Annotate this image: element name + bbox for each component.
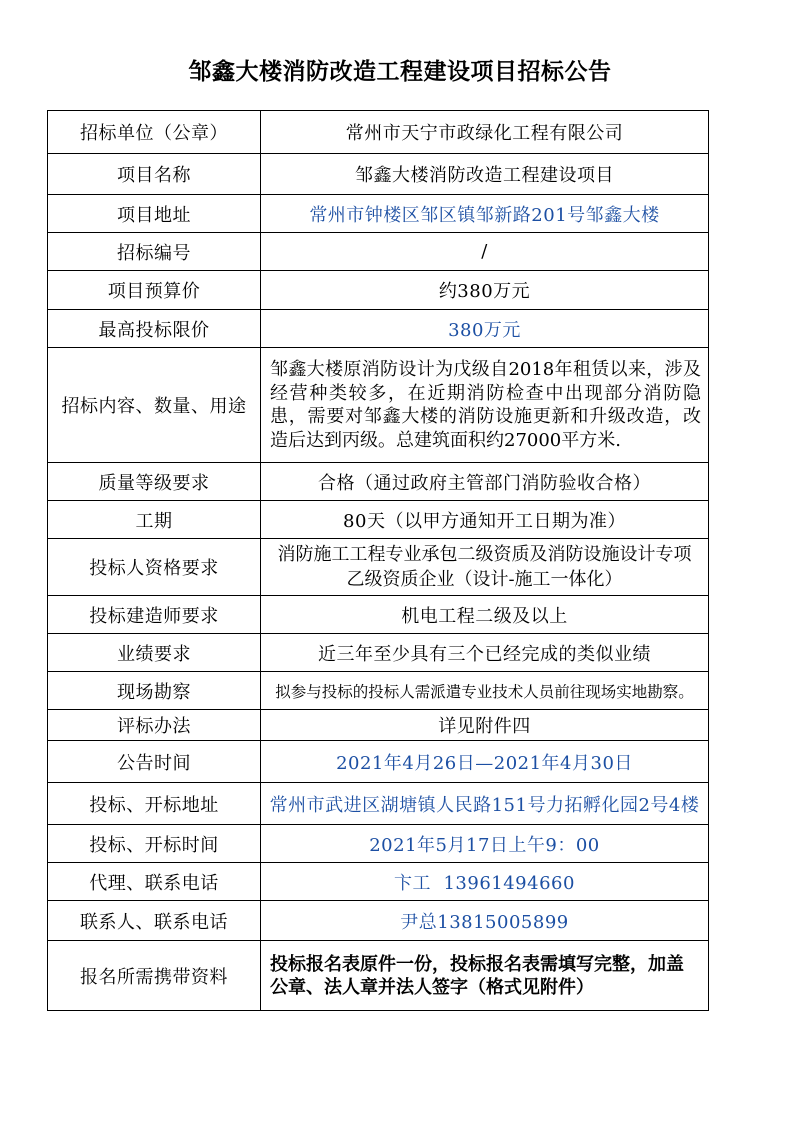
field-value: 卞工 13961494660 [261, 863, 709, 901]
field-label: 质量等级要求 [48, 463, 261, 501]
table-row-performance [48, 634, 709, 672]
field-value: 详见附件四 [261, 710, 709, 741]
table-row-bid-opening-address [48, 783, 709, 825]
table-row-tender-number [48, 233, 709, 271]
field-label: 联系人、联系电话 [48, 901, 261, 941]
table-row-project-name [48, 154, 709, 195]
table-row-contact-person [48, 901, 709, 941]
table-row-constructor [48, 596, 709, 634]
field-value: 消防施工工程专业承包二级资质及消防设施设计专项乙级资质企业（设计-施工一体化） [261, 539, 709, 596]
table-row-required-documents [48, 941, 709, 1011]
table-row-max-bid-price [48, 310, 709, 348]
table-row-tenderer [48, 111, 709, 154]
field-value: 机电工程二级及以上 [261, 596, 709, 634]
field-label: 投标、开标地址 [48, 783, 261, 825]
field-label: 现场勘察 [48, 672, 261, 710]
page-title: 邹鑫大楼消防改造工程建设项目招标公告 [188, 59, 612, 85]
table-row-budget [48, 271, 709, 310]
table-row-evaluation [48, 710, 709, 741]
field-label: 招标内容、数量、用途 [48, 348, 261, 463]
field-label: 招标编号 [48, 233, 261, 271]
field-label: 公告时间 [48, 741, 261, 783]
field-label: 项目预算价 [48, 271, 261, 310]
field-label: 投标建造师要求 [48, 596, 261, 634]
field-value: 投标报名表原件一份，投标报名表需填写完整，加盖公章、法人章并法人签字（格式见附件） [261, 941, 709, 1011]
table-row-duration [48, 501, 709, 539]
field-label: 招标单位（公章） [48, 111, 261, 154]
field-label: 项目名称 [48, 154, 261, 195]
field-value: 约380万元 [261, 271, 709, 310]
field-label: 投标人资格要求 [48, 539, 261, 596]
field-value: 380万元 [261, 310, 709, 348]
field-value: 拟参与投标的投标人需派遣专业技术人员前往现场实地勘察。 [261, 672, 709, 710]
field-value: 合格（通过政府主管部门消防验收合格） [261, 463, 709, 501]
field-label: 最高投标限价 [48, 310, 261, 348]
field-value: 邹鑫大楼原消防设计为戊级自2018年租赁以来，涉及经营种类较多，在近期消防检查中出现部分消防隐患，需要对邹鑫大楼的消防设施更新和升级改造，改造后达到丙级。总建筑面积约27000平方米. [261, 348, 709, 463]
tender-notice-table [47, 110, 709, 1011]
table-row-scope [48, 348, 709, 463]
field-label: 投标、开标时间 [48, 825, 261, 863]
table-row-bidder-qualification [48, 539, 709, 596]
field-value: 2021年4月26日—2021年4月30日 [261, 741, 709, 783]
table-row-agent-contact [48, 863, 709, 901]
table-row-site-survey [48, 672, 709, 710]
field-value: 常州市武进区湖塘镇人民路151号力拓孵化园2号4楼 [261, 783, 709, 825]
field-value: / [261, 233, 709, 271]
field-label: 工期 [48, 501, 261, 539]
field-value: 邹鑫大楼消防改造工程建设项目 [261, 154, 709, 195]
table-row-bid-opening-time [48, 825, 709, 863]
field-label: 评标办法 [48, 710, 261, 741]
field-value: 2021年5月17日上午9：00 [261, 825, 709, 863]
field-value: 80天（以甲方通知开工日期为准） [261, 501, 709, 539]
field-label: 报名所需携带资料 [48, 941, 261, 1011]
table-row-announcement-period [48, 741, 709, 783]
field-label: 项目地址 [48, 195, 261, 233]
table-row-project-address [48, 195, 709, 233]
field-label: 业绩要求 [48, 634, 261, 672]
field-value: 近三年至少具有三个已经完成的类似业绩 [261, 634, 709, 672]
field-value: 尹总13815005899 [261, 901, 709, 941]
field-value: 常州市钟楼区邹区镇邹新路201号邹鑫大楼 [261, 195, 709, 233]
table-row-quality [48, 463, 709, 501]
field-label: 代理、联系电话 [48, 863, 261, 901]
field-value: 常州市天宁市政绿化工程有限公司 [261, 111, 709, 154]
